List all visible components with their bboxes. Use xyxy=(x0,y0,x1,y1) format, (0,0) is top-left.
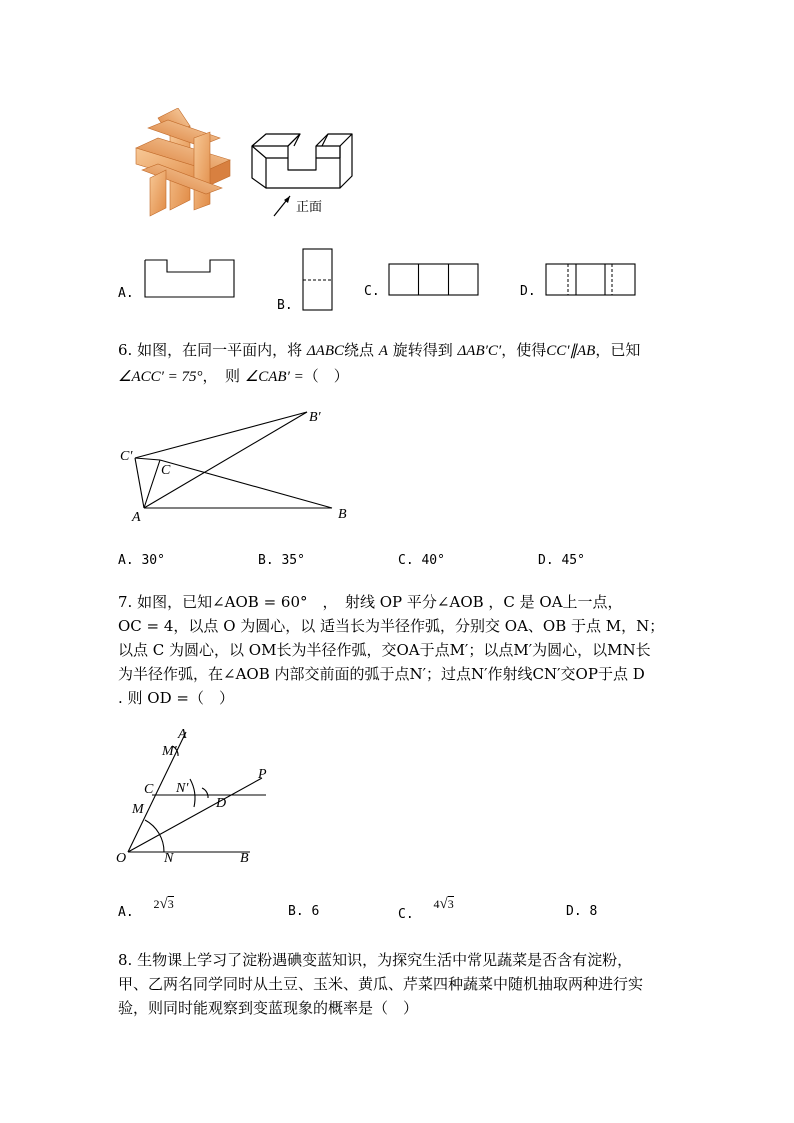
q5-option-d-label[interactable]: D. xyxy=(520,284,536,299)
q7-option-d[interactable]: D. 8 xyxy=(566,904,598,919)
label-a: A xyxy=(132,510,141,525)
q8-stem-line2: 甲、乙两名同学同时从土豆、玉米、黄瓜、芹菜四种蔬菜中随机抽取两种进行实 xyxy=(118,975,644,993)
label-c-prime: C′ xyxy=(120,449,133,464)
label-b-prime: B′ xyxy=(309,410,321,425)
q6-option-a[interactable]: A. 30° xyxy=(118,553,165,568)
q6-option-b[interactable]: B. 35° xyxy=(258,553,305,568)
q6-option-c[interactable]: C. 40° xyxy=(398,553,445,568)
q5-option-c-figure xyxy=(388,263,480,297)
q8-stem-line1: 8. 生物课上学习了淀粉遇碘变蓝知识，为探究生活中常见蔬菜是否含有淀粉， xyxy=(118,951,633,969)
q7-stem-line4: 为半径作弧，在∠AOB 内部交前面的弧于点N′；过点N′作射线CN′交OP于点 D xyxy=(118,665,645,683)
label-b: B xyxy=(338,507,347,522)
svg-text:D: D xyxy=(216,796,227,811)
svg-text:N: N xyxy=(164,851,174,866)
svg-text:N′: N′ xyxy=(176,781,189,796)
svg-text:M′: M′ xyxy=(162,744,177,759)
q6-rotation-figure xyxy=(110,400,360,530)
svg-text:C: C xyxy=(144,782,154,797)
svg-text:B: B xyxy=(240,851,249,866)
q6-stem-line2: ∠ACC′ = 75°， 则 ∠CAB′ =（ ） xyxy=(118,367,349,385)
q7-stem-line5: . 则 OD =（ ） xyxy=(118,689,234,707)
label-c: C xyxy=(161,463,171,478)
q6-option-d[interactable]: D. 45° xyxy=(538,553,585,568)
wooden-puzzle-image xyxy=(128,108,238,218)
q5-option-a-label[interactable]: A. xyxy=(118,286,134,301)
q7-angle-bisector-figure xyxy=(112,724,272,869)
svg-text:P: P xyxy=(258,767,267,782)
svg-text:M: M xyxy=(132,802,144,817)
svg-text:A: A xyxy=(178,727,187,742)
q5-option-b-label[interactable]: B. xyxy=(277,298,293,313)
q7-option-a[interactable]: A. 2√3 xyxy=(118,896,174,920)
svg-text:O: O xyxy=(116,851,127,866)
q6-stem-line1: 6. 如图，在同一平面内，将 ΔABC绕点 A 旋转得到 ΔAB′C′，使得CC′∥AB，已知 xyxy=(118,341,641,359)
front-label: 正面 xyxy=(296,200,323,215)
q7-stem-line3: 以点 C 为圆心，以 OM长为半径作弧，交OA于点M′；以点M′为圆心，以MN长 xyxy=(118,641,651,659)
q7-stem-line2: OC = 4，以点 O 为圆心，以 适当长为半径作弧，分别交 OA、OB 于点 M，N； xyxy=(118,617,665,635)
q7-stem-line1: 7. 如图，已知∠AOB = 60° ， 射线 OP 平分∠AOB ，C 是 OA上一点， xyxy=(118,593,623,611)
q7-option-c[interactable]: C. 4√3 xyxy=(398,896,454,922)
q5-option-a-figure xyxy=(144,259,236,299)
q7-option-b[interactable]: B. 6 xyxy=(288,904,320,919)
q5-option-c-label[interactable]: C. xyxy=(364,284,380,299)
q8-stem-line3: 验，则同时能观察到变蓝现象的概率是（ ） xyxy=(118,999,419,1017)
q5-option-d-figure xyxy=(545,263,637,297)
q5-option-b-figure xyxy=(302,248,334,312)
